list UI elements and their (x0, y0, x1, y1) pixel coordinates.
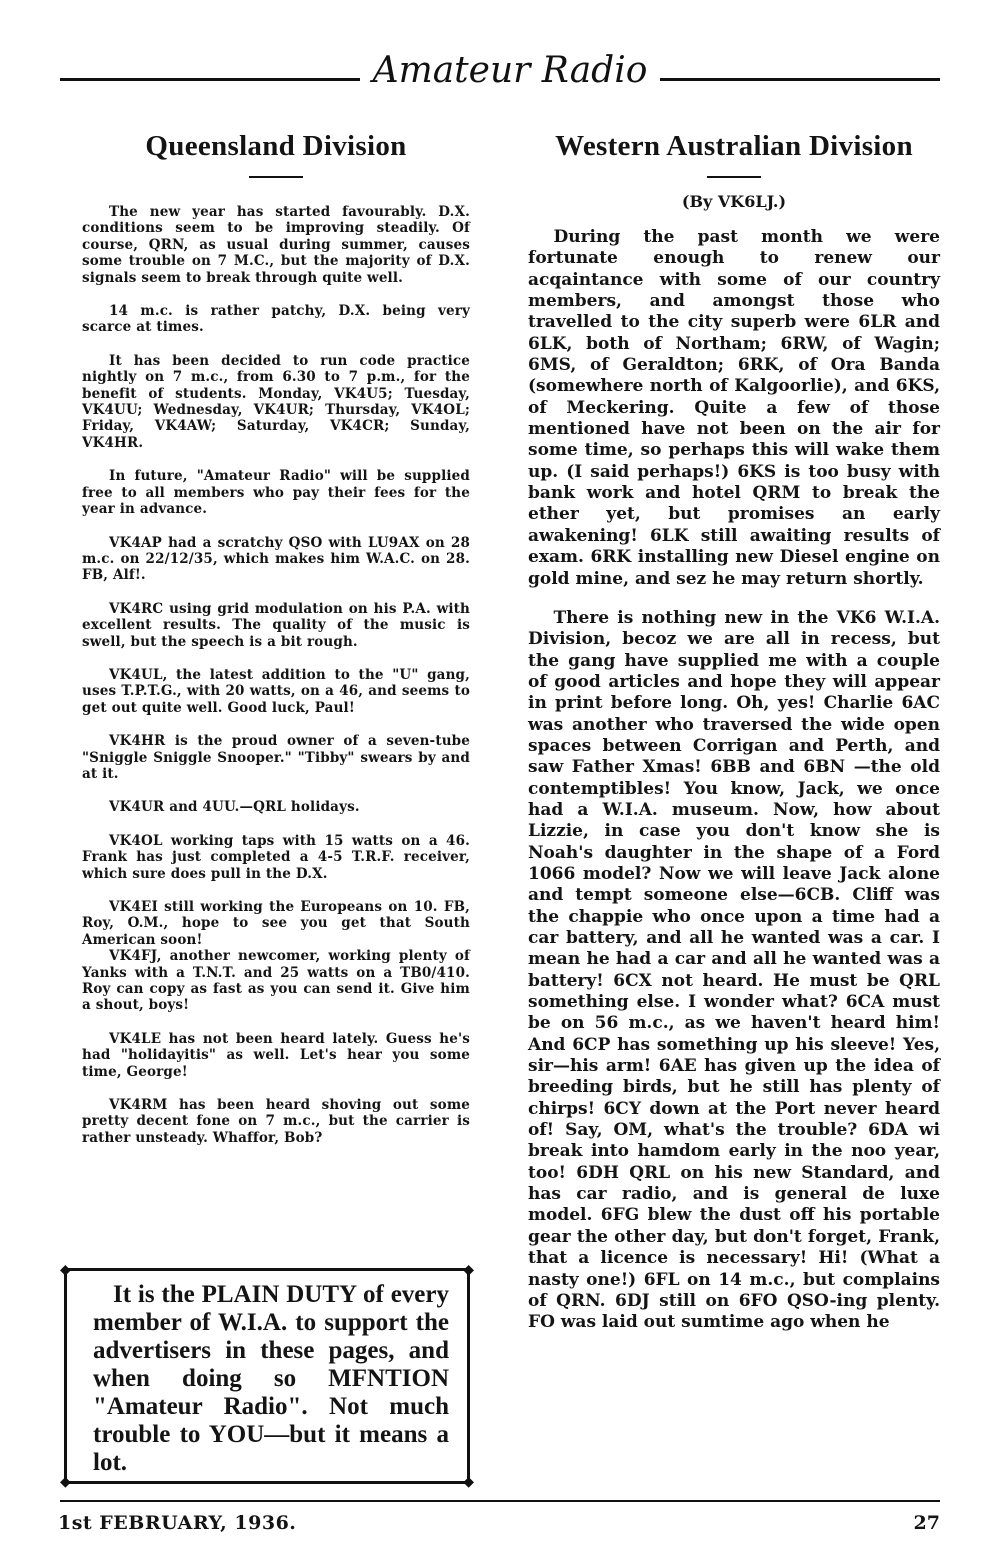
masthead-rule-right (660, 78, 940, 81)
qld-paragraph: VK4UL, the latest addition to the "U" gang, uses T.P.T.G., with 20 watts, on a 46, and seems to get out quite well. Good luck, Paul! (82, 666, 470, 716)
queensland-column (82, 130, 470, 1163)
qld-paragraph: VK4RM has been heard shoving out some pretty decent fone on 7 m.c., but the carrier is rather unsteady. Whaffor, Bob? (82, 1097, 470, 1146)
qld-paragraph: VK4OL working taps with 15 watts on a 46. Frank has just completed a 4-5 T.R.F. receiver, which sure does pull in the D.X. (82, 832, 470, 882)
ornament-icon: ◆ (463, 1262, 474, 1278)
masthead-rule-left (60, 78, 360, 81)
advert-text: It is the PLAIN DUTY of every member of W.I.A. to support the advertisers in these pages, and when doing so MFNTION "Amateur Radio". Not much trouble to YOU—but it means a lot. (93, 1281, 449, 1476)
wa-heading: Western Australian Division (555, 130, 913, 162)
qld-paragraph: VK4EI still working the Europeans on 10. FB, Roy, O.M., hope to see you get that South American soon! (82, 899, 470, 948)
wa-paragraph: During the past month we were fortunate enough to renew our acqaintance with some of our country members, and amongst those who travelled to the city superb were 6LR and 6LK, both of Northam; 6RW, of Wagin; 6MS, of Geraldton; 6RK, of Ora Banda (somewhere north of Kalgoorlie), and 6KS, of Meckering. Quite a few of those mentioned have not been on the air for some time, so perhaps this will wake them up. (I said perhaps!) 6KS is too busy with bank work and hotel QRM to break the ether yet, but promises an early awakening! 6LK still awaiting results of exam. 6RK installing new Diesel engine on gold mine, and sez he may return shortly. (528, 227, 940, 589)
qld-paragraph: 14 m.c. is rather patchy, D.X. being very scarce at times. (82, 303, 470, 336)
masthead-title: Amateur Radio (372, 50, 648, 91)
issue-date: 1st FEBRUARY, 1936. (58, 1512, 297, 1534)
wia-advert-box (60, 1262, 474, 1490)
qld-paragraph: VK4RC using grid modulation on his P.A. with excellent results. The quality of the music is swell, but the speech is a bit rough. (82, 600, 470, 650)
footer-rule (60, 1500, 940, 1502)
ornament-icon: ◆ (463, 1474, 474, 1490)
heading-divider (707, 176, 761, 178)
queensland-heading: Queensland Division (145, 130, 407, 162)
byline: (By VK6LJ.) (681, 192, 787, 211)
heading-divider (249, 176, 303, 178)
qld-paragraph: VK4LE has not been heard lately. Guess he's had "holidayitis" as well. Let's hear you some time, George! (82, 1030, 470, 1080)
qld-paragraph: It has been decided to run code practice nightly on 7 m.c., from 6.30 to 7 p.m., for the benefit of students. Monday, VK4U5; Tuesday, VK4UU; Wednesday, VK4UR; Thursday, VK4OL; Friday, VK4AW; Saturday, VK4CR; Sunday, VK4HR. (82, 352, 470, 451)
qld-paragraph: In future, "Amateur Radio" will be supplied free to all members who pay their fees for the year in advance. (82, 468, 470, 518)
ornament-icon: ◆ (60, 1262, 71, 1278)
qld-paragraph: The new year has started favourably. D.X. conditions seem to be improving steadily. Of course, QRN, as usual during summer, causes some trouble on 7 M.C., but the majority of D.X. signals seem to break through quite well. (82, 204, 470, 286)
qld-paragraph: VK4HR is the proud owner of a seven-tube "Sniggle Sniggle Snooper." "Tibby" swears by and at it. (82, 733, 470, 782)
qld-paragraph: VK4UR and 4UU.—QRL holidays. (109, 799, 360, 816)
qld-paragraph: VK4AP had a scratchy QSO with LU9AX on 28 m.c. on 22/12/35, which makes him W.A.C. on 28. FB, Alf!. (82, 534, 470, 584)
wa-paragraph: There is nothing new in the VK6 W.I.A. Division, becoz we are all in recess, but the gang have supplied me with a couple of good articles and hope they will appear in print before long. Oh, yes! Charlie 6AC was another who traversed the wide open spaces between Corrigan and Perth, and saw Father Xmas! 6BB and 6BN —the old contemptibles! You know, Jack, we once had a W.I.A. museum. Now, how about Lizzie, in case you don't know she is Noah's daughter in the shape of a Ford 1066 model? Now we will leave Jack alone and tempt someone else—6CB. Cliff was the chappie who once upon a time had a car battery, and all he wanted was a car. I mean he had a car and all he wanted was a battery! 6CX not heard. He must be QRL something else. I wonder what? 6CA must be on 56 m.c., as we haven't heard him! And 6CP has something up his sleeve! Yes, sir—his arm! 6AE has given up the idea of breeding birds, but he still has plenty of chirps! 6CY down at the Port never heard of! Say, OM, what's the trouble? 6DA wi break into hamdom early in the noo year, too! 6DH QRL on his new Standard, and has car radio, and is general de luxe model. 6FG blew the dust off his portable gear the other day, but don't forget, Frank, that a licence is necessary! Hi! (What a nasty one!) 6FL on 14 m.c., but complains of QRN. 6DJ still on 6FO QSO-ing plenty. FO was laid out sumtime ago when he (528, 607, 940, 1333)
ornament-icon: ◆ (60, 1474, 71, 1490)
masthead (60, 50, 940, 100)
qld-paragraph: VK4FJ, another newcomer, working plenty of Yanks with a T.N.T. and 25 watts on a TB0/410. Roy can copy as fast as you can send it. Give him a shout, boys! (82, 948, 470, 1014)
western-australia-column (528, 130, 940, 1352)
page-number: 27 (913, 1512, 940, 1534)
